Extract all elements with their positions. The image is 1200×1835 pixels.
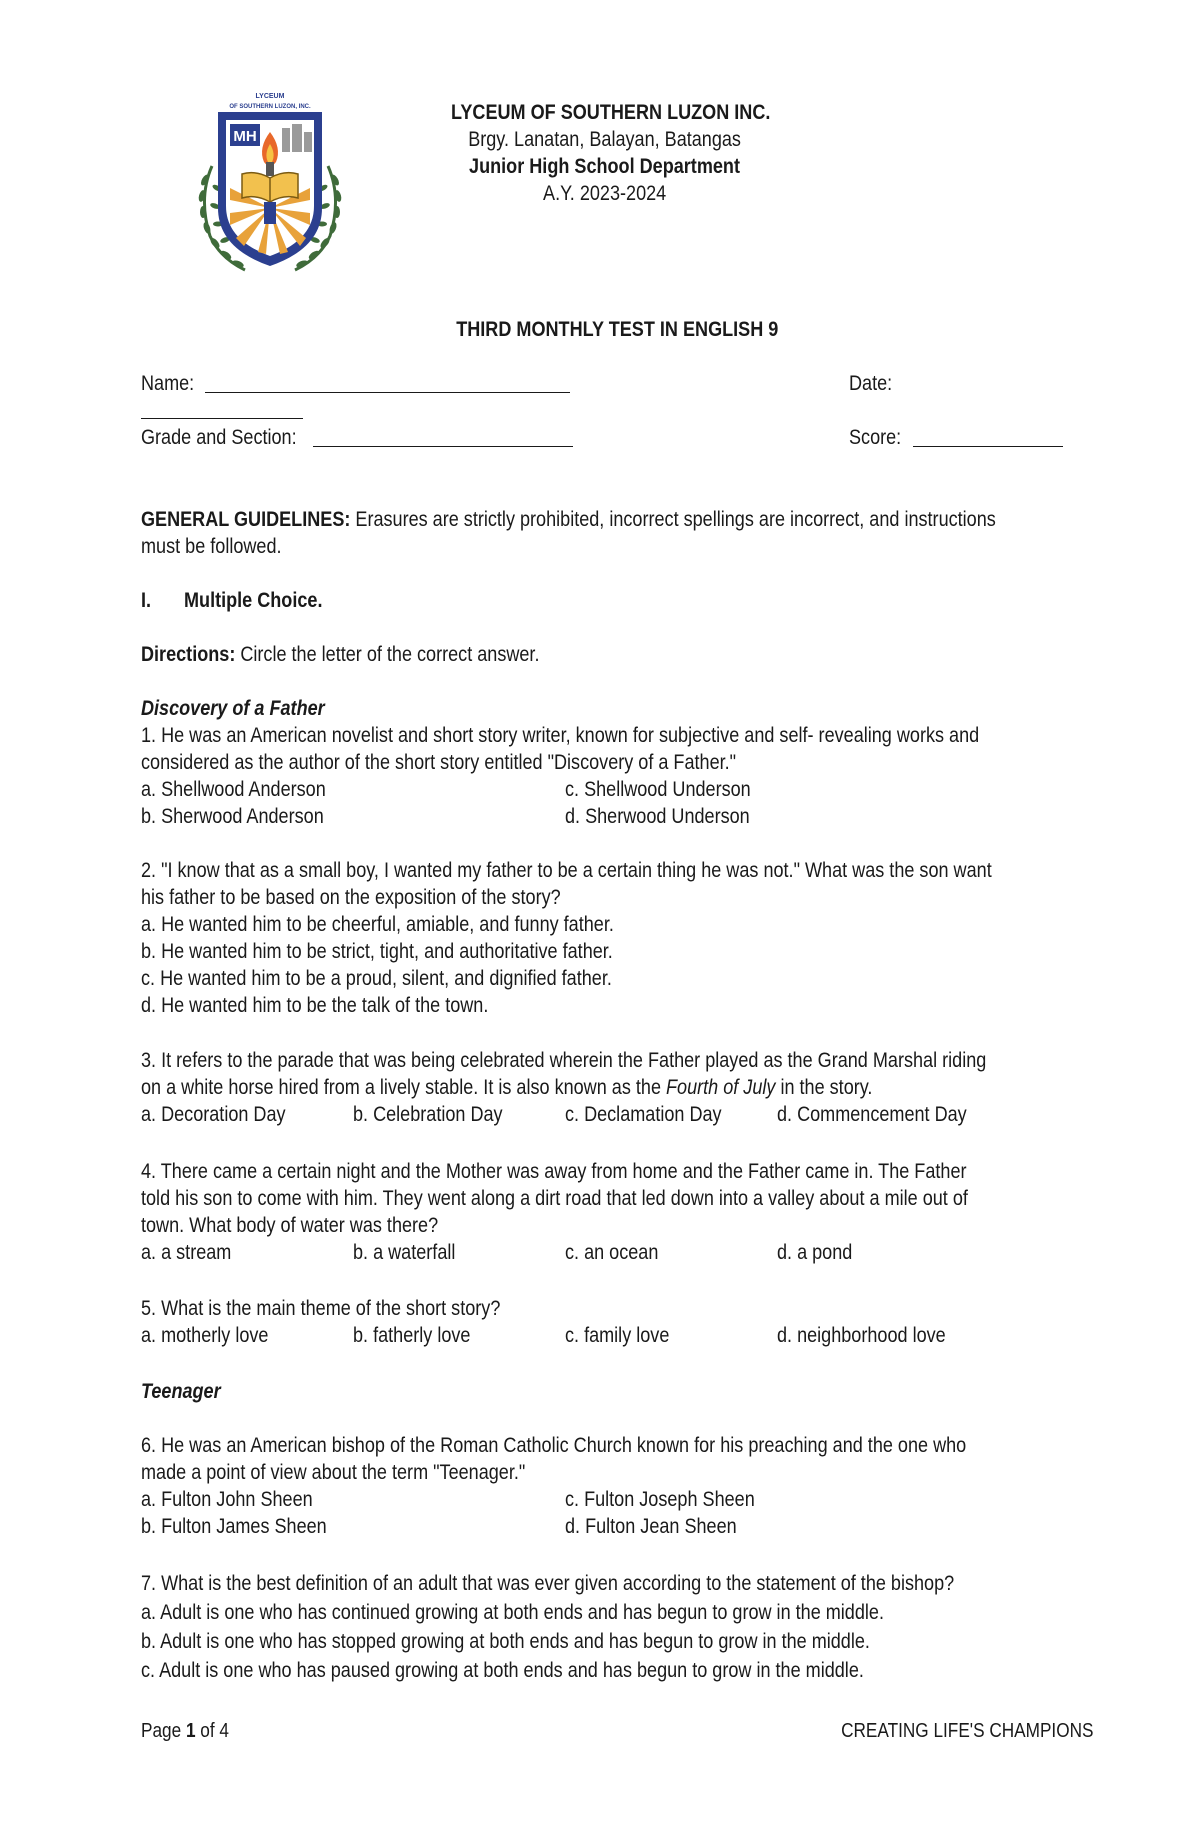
q6-option-c[interactable]: c. Fulton Joseph Sheen [565, 1488, 755, 1511]
name-field [141, 370, 203, 397]
academic-year: A.Y. 2023-2024 [543, 182, 667, 205]
grade-section-line[interactable] [313, 426, 573, 447]
school-logo [190, 88, 350, 276]
question-1: 1. He was an American novelist and short story writer, known for subjective and self- revealing works and [141, 724, 980, 747]
name-line[interactable] [205, 372, 570, 393]
question-6: 6. He was an American bishop of the Roman Catholic Church known for his preaching and the one who [141, 1434, 967, 1457]
q1-option-c[interactable]: c. Shellwood Underson [565, 778, 751, 801]
q6-option-d[interactable]: d. Fulton Jean Sheen [565, 1515, 737, 1538]
q6-option-b[interactable]: b. Fulton James Sheen [141, 1515, 327, 1538]
date-line[interactable] [141, 398, 303, 419]
q5-option-c[interactable]: c. family love [565, 1324, 670, 1347]
q6-option-a[interactable]: a. Fulton John Sheen [141, 1488, 313, 1511]
footer-motto: CREATING LIFE'S CHAMPIONS [841, 1720, 1094, 1742]
test-title: THIRD MONTHLY TEST IN ENGLISH 9 [456, 318, 779, 341]
q1-option-d[interactable]: d. Sherwood Underson [565, 805, 750, 828]
score-label: Score: [849, 426, 902, 449]
question-4: 4. There came a certain night and the Mother was away from home and the Father came in. The Father [141, 1160, 967, 1183]
q3-option-b[interactable]: b. Celebration Day [353, 1103, 503, 1126]
q2-option-b[interactable]: b. He wanted him to be strict, tight, and authoritative father. [141, 940, 613, 963]
question-6-cont: made a point of view about the term "Teenager." [141, 1461, 526, 1484]
general-guidelines: GENERAL GUIDELINES: Erasures are strictly prohibited, incorrect spellings are incorrect, and instructions [141, 508, 996, 531]
score-line[interactable] [913, 426, 1063, 447]
q2-option-a[interactable]: a. He wanted him to be cheerful, amiable, and funny father. [141, 913, 614, 936]
directions: Directions: Circle the letter of the correct answer. [141, 643, 540, 666]
q4-option-c[interactable]: c. an ocean [565, 1241, 659, 1264]
q1-option-b[interactable]: b. Sherwood Anderson [141, 805, 324, 828]
q4-option-d[interactable]: d. a pond [777, 1241, 853, 1264]
question-2-cont: his father to be based on the exposition of the story? [141, 886, 561, 909]
q3-option-a[interactable]: a. Decoration Day [141, 1103, 286, 1126]
school-name: LYCEUM OF SOUTHERN LUZON INC. [450, 101, 771, 124]
school-department: Junior High School Department [469, 155, 741, 178]
q4-option-a[interactable]: a. a stream [141, 1241, 232, 1264]
date-label: Date: [849, 372, 893, 395]
q4-option-b[interactable]: b. a waterfall [353, 1241, 456, 1264]
question-4-cont: told his son to come with him. They went along a dirt road that led down into a valley about a mile out of [141, 1187, 968, 1210]
question-1-cont: considered as the author of the short story entitled "Discovery of a Father." [141, 751, 737, 774]
general-guidelines-cont: must be followed. [141, 535, 282, 558]
date-field [849, 370, 899, 397]
q3-option-c[interactable]: c. Declamation Day [565, 1103, 722, 1126]
question-3: 3. It refers to the parade that was being celebrated wherein the Father played as the Grand Marshal riding [141, 1049, 987, 1072]
story-title-discovery: Discovery of a Father [141, 697, 325, 720]
q5-option-d[interactable]: d. neighborhood love [777, 1324, 946, 1347]
svg-text:OF SOUTHERN LUZON, INC.: OF SOUTHERN LUZON, INC. [229, 104, 311, 110]
name-label: Name: [141, 372, 195, 395]
page-number: Page 1 of 4 [141, 1720, 229, 1742]
q1-option-a[interactable]: a. Shellwood Anderson [141, 778, 326, 801]
q2-option-c[interactable]: c. He wanted him to be a proud, silent, and dignified father. [141, 967, 612, 990]
q2-option-d[interactable]: d. He wanted him to be the talk of the town. [141, 994, 489, 1017]
q7-option-a[interactable]: a. Adult is one who has continued growing at both ends and has begun to grow in the middle. [141, 1601, 884, 1624]
svg-text:LYCEUM: LYCEUM [255, 93, 285, 100]
q5-option-b[interactable]: b. fatherly love [353, 1324, 471, 1347]
question-4-cont2: town. What body of water was there? [141, 1214, 439, 1237]
svg-text:MH: MH [233, 128, 257, 145]
question-5: 5. What is the main theme of the short story? [141, 1297, 501, 1320]
q5-option-a[interactable]: a. motherly love [141, 1324, 269, 1347]
q7-option-c[interactable]: c. Adult is one who has paused growing at both ends and has begun to grow in the middle. [141, 1659, 864, 1682]
part-title: Multiple Choice. [184, 589, 323, 612]
question-2: 2. "I know that as a small boy, I wanted my father to be a certain thing he was not." What was the son want [141, 859, 992, 882]
score-field [849, 424, 910, 451]
grade-section-label: Grade and Section: [141, 426, 297, 449]
story-title-teenager: Teenager [141, 1380, 221, 1403]
question-7: 7. What is the best definition of an adult that was ever given according to the statement of the bishop? [141, 1572, 955, 1595]
q3-option-d[interactable]: d. Commencement Day [777, 1103, 967, 1126]
grade-section-field [141, 424, 322, 451]
part-numeral: I. [141, 589, 152, 612]
school-address: Brgy. Lanatan, Balayan, Batangas [468, 128, 742, 151]
q7-option-b[interactable]: b. Adult is one who has stopped growing at both ends and has begun to grow in the middle. [141, 1630, 870, 1653]
question-3-cont: on a white horse hired from a lively stable. It is also known as the Fourth of July in the story. [141, 1076, 873, 1099]
